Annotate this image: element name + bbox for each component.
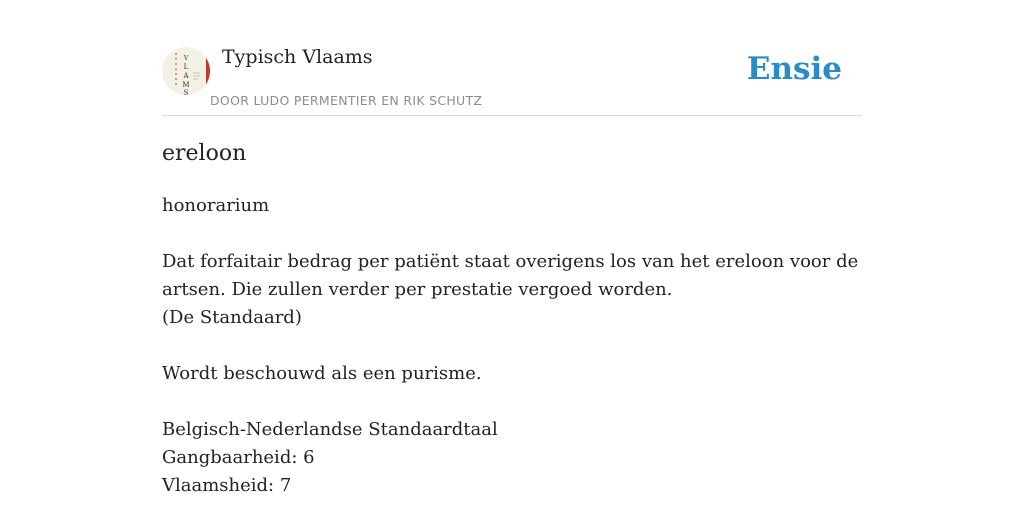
flemishness-rating: Vlaamsheid: 7 — [162, 475, 292, 496]
svg-text:M: M — [182, 81, 190, 89]
example-source: (De Standaard) — [162, 307, 302, 328]
ensie-logo-link[interactable]: Ensie — [746, 51, 842, 87]
entry-content — [162, 138, 862, 500]
language-variety: Belgisch-Nederlandse Standaardtaal — [162, 419, 498, 440]
entry-meta — [162, 416, 862, 500]
svg-text:L: L — [183, 63, 189, 71]
entry-example — [162, 248, 862, 332]
source-header — [162, 44, 862, 116]
entry-note: Wordt beschouwd als een purisme. — [162, 363, 482, 384]
source-title[interactable]: Typisch Vlaams — [222, 46, 373, 68]
example-line: artsen. Die zullen verder per prestatie vergoed worden. — [162, 279, 673, 300]
svg-text:V: V — [183, 55, 189, 62]
svg-text:S: S — [183, 89, 189, 95]
book-cover-icon[interactable] — [162, 47, 210, 95]
entry-word: ereloon — [162, 141, 247, 166]
source-authors: DOOR LUDO PERMENTIER EN RIK SCHUTZ — [210, 93, 483, 108]
svg-text:A: A — [183, 72, 189, 80]
book-cover-graphic — [162, 47, 210, 95]
currency-rating: Gangbaarheid: 6 — [162, 447, 315, 468]
entry-definition: honorarium — [162, 195, 270, 216]
example-line: Dat forfaitair bedrag per patiënt staat overigens los van het ereloon voor de — [162, 251, 859, 272]
